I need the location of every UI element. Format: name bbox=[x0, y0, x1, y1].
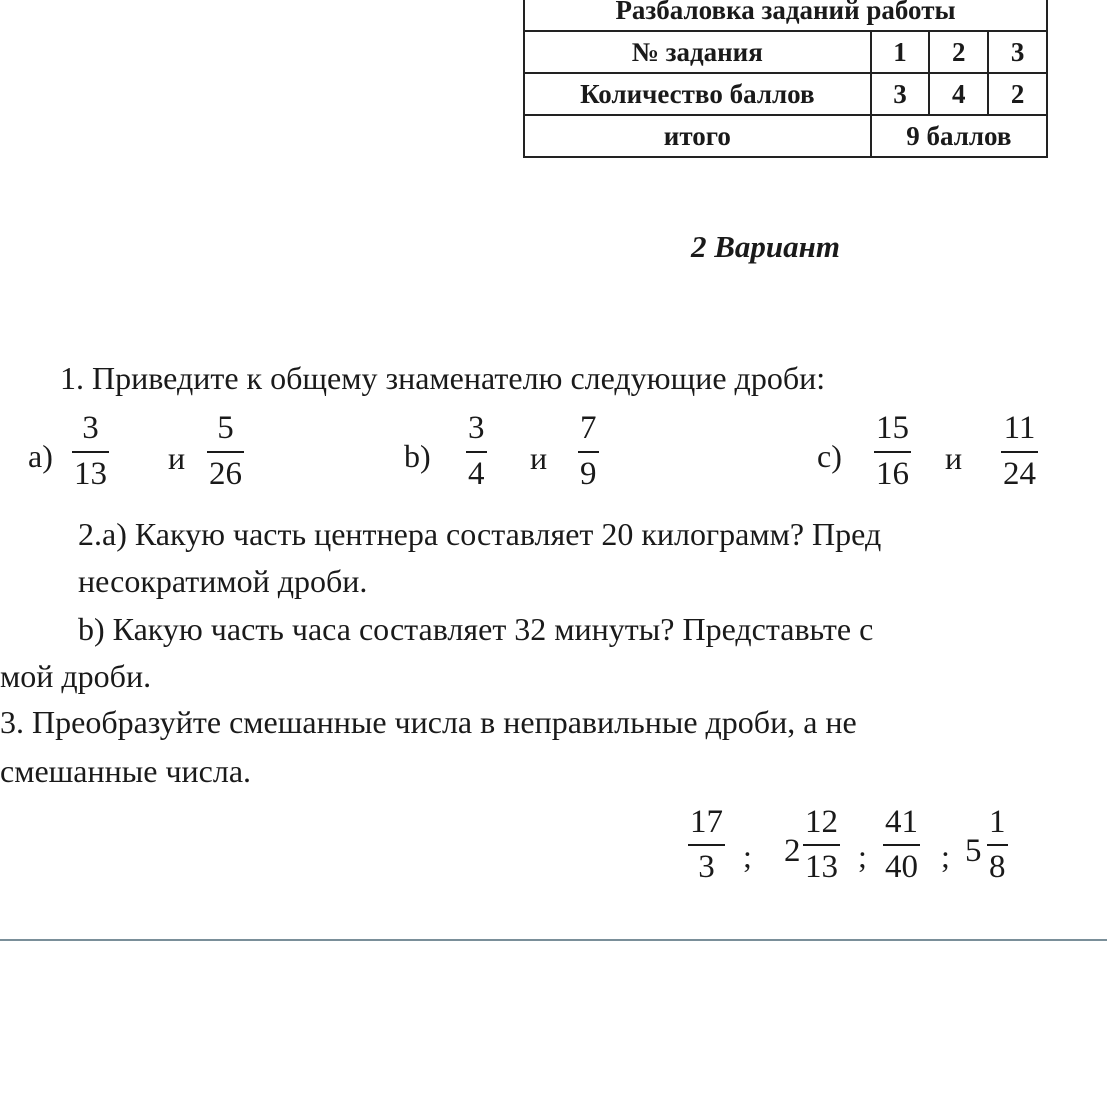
denominator: 8 bbox=[989, 849, 1006, 885]
task-number-cell: 2 bbox=[929, 31, 988, 73]
whole-part: 2 bbox=[784, 833, 801, 869]
fraction-bar bbox=[688, 844, 725, 846]
numerator: 7 bbox=[580, 410, 597, 446]
fraction-bar bbox=[874, 451, 911, 453]
task3-line2: смешанные числа. bbox=[0, 753, 252, 789]
conjunction: и bbox=[168, 440, 186, 476]
fraction-bar bbox=[578, 451, 599, 453]
task2a-line1: 2.а) Какую часть центнера составляет 20 килограмм? Пред bbox=[78, 516, 882, 552]
fraction bbox=[803, 806, 840, 884]
score-table-title: Разбаловка заданий работы bbox=[524, 0, 1047, 31]
task3-line1: 3. Преобразуйте смешанные числа в неправильные дроби, а не bbox=[0, 704, 857, 740]
numerator: 1 bbox=[989, 804, 1006, 840]
task1-part-label: c) bbox=[817, 438, 842, 474]
fraction-bar bbox=[803, 844, 840, 846]
denominator: 3 bbox=[698, 849, 715, 885]
task2b-line2: мой дроби. bbox=[0, 658, 152, 694]
fraction-bar bbox=[883, 844, 920, 846]
denominator: 16 bbox=[876, 456, 909, 492]
fraction bbox=[207, 412, 244, 491]
whole-part: 5 bbox=[965, 833, 982, 869]
fraction-bar bbox=[466, 451, 487, 453]
fraction bbox=[688, 806, 725, 884]
conjunction: и bbox=[530, 440, 548, 476]
denominator: 24 bbox=[1003, 456, 1036, 492]
fraction bbox=[578, 412, 599, 491]
numerator: 3 bbox=[468, 410, 485, 446]
numerator: 15 bbox=[876, 410, 909, 446]
fraction-bar bbox=[987, 844, 1008, 846]
denominator: 13 bbox=[805, 849, 838, 885]
variant-title: 2 Вариант bbox=[691, 229, 840, 264]
task1-part-label: a) bbox=[28, 438, 53, 474]
points-label: Количество баллов bbox=[524, 73, 871, 115]
separator: ; bbox=[858, 838, 867, 874]
task1-part-label: b) bbox=[404, 438, 431, 474]
numerator: 11 bbox=[1003, 410, 1036, 446]
fraction bbox=[466, 412, 487, 491]
task1-text: 1. Приведите к общему знаменателю следующие дроби: bbox=[60, 360, 826, 396]
task2b-line1: b) Какую часть часа составляет 32 минуты? Представьте с bbox=[78, 611, 874, 647]
fraction bbox=[874, 412, 911, 491]
numerator: 5 bbox=[217, 410, 234, 446]
separator: ; bbox=[743, 838, 752, 874]
denominator: 40 bbox=[885, 849, 918, 885]
fraction bbox=[72, 412, 109, 491]
fraction-bar bbox=[207, 451, 244, 453]
points-cell: 3 bbox=[871, 73, 930, 115]
denominator: 4 bbox=[468, 456, 485, 492]
fraction bbox=[987, 806, 1008, 884]
points-cell: 2 bbox=[988, 73, 1047, 115]
fraction bbox=[1001, 412, 1038, 491]
task2a-line2: несократимой дроби. bbox=[78, 563, 368, 599]
denominator: 9 bbox=[580, 456, 597, 492]
total-value: 9 баллов bbox=[871, 115, 1047, 157]
conjunction: и bbox=[945, 440, 963, 476]
total-label: итого bbox=[524, 115, 871, 157]
numerator: 3 bbox=[82, 410, 99, 446]
bottom-divider bbox=[0, 939, 1107, 941]
numerator: 17 bbox=[690, 804, 723, 840]
task-number-label: № задания bbox=[524, 31, 871, 73]
task-number-cell: 3 bbox=[988, 31, 1047, 73]
fraction-bar bbox=[72, 451, 109, 453]
score-table bbox=[523, 0, 1048, 158]
numerator: 41 bbox=[885, 804, 918, 840]
points-cell: 4 bbox=[929, 73, 988, 115]
fraction-bar bbox=[1001, 451, 1038, 453]
denominator: 26 bbox=[209, 456, 242, 492]
separator: ; bbox=[941, 838, 950, 874]
numerator: 12 bbox=[805, 804, 838, 840]
denominator: 13 bbox=[74, 456, 107, 492]
fraction bbox=[883, 806, 920, 884]
task-number-cell: 1 bbox=[871, 31, 930, 73]
